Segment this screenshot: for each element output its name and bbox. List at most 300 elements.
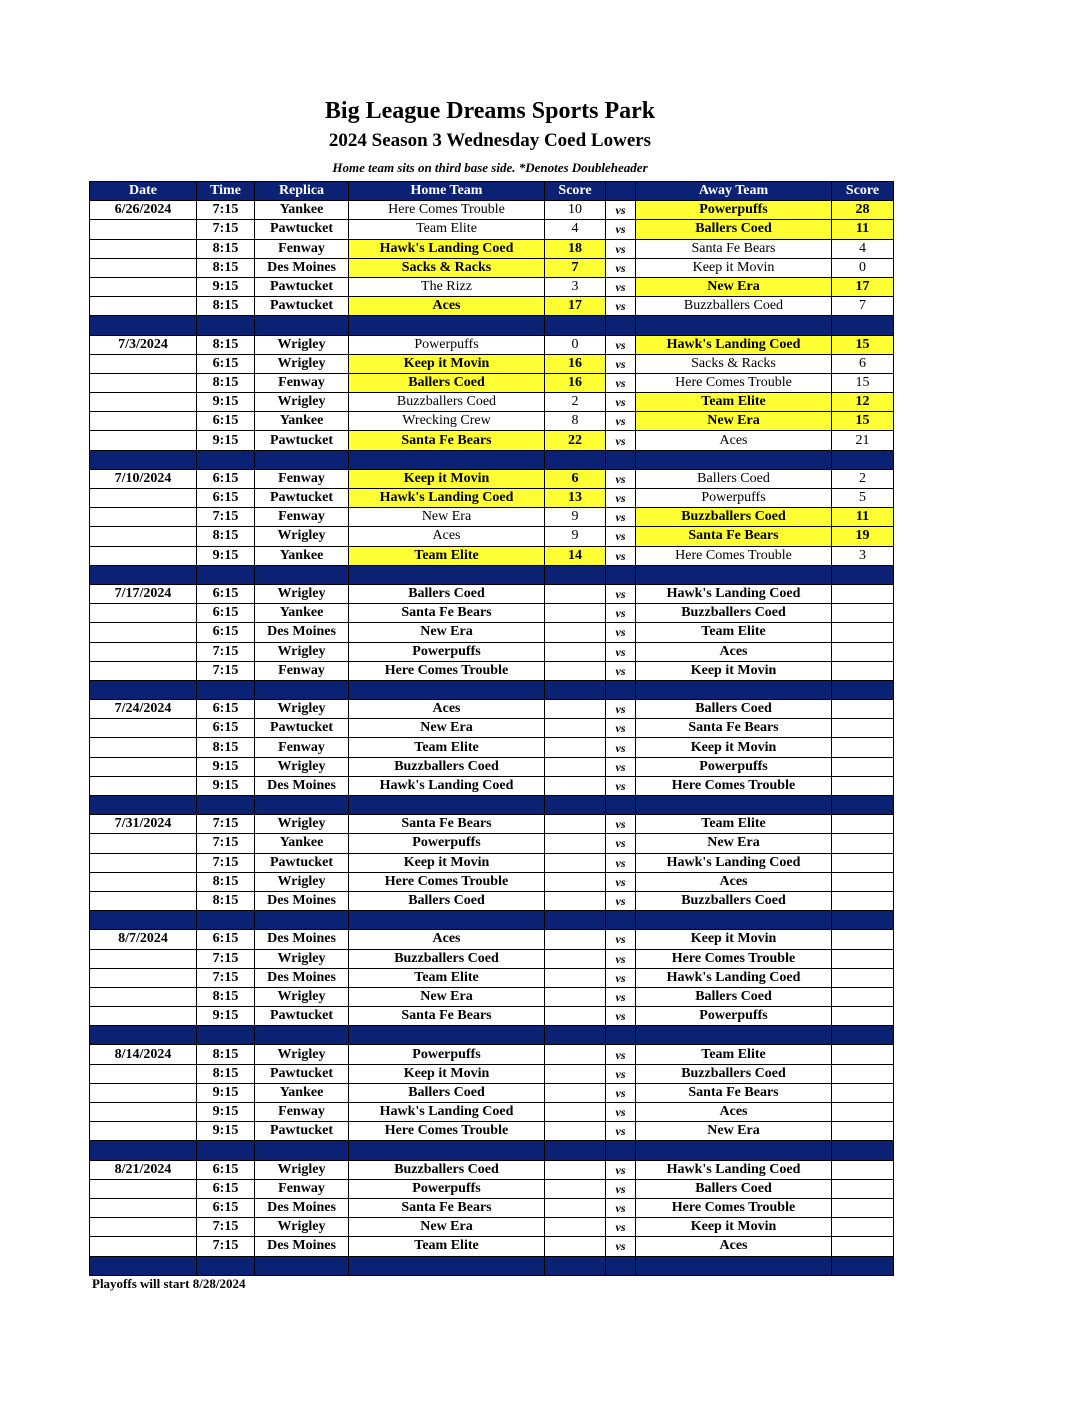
game-time: 8:15 (197, 335, 255, 354)
separator-cell (255, 911, 349, 930)
away-score (832, 1045, 894, 1064)
home-team: Team Elite (349, 968, 545, 987)
game-date: 6/26/2024 (90, 201, 197, 220)
game-row (90, 527, 894, 546)
game-replica: Yankee (255, 412, 349, 431)
vs-label: vs (606, 489, 636, 508)
game-replica: Fenway (255, 469, 349, 488)
game-time: 8:15 (197, 987, 255, 1006)
away-score (832, 987, 894, 1006)
home-team: Here Comes Trouble (349, 872, 545, 891)
game-time: 9:15 (197, 546, 255, 565)
away-team: New Era (636, 1122, 832, 1141)
game-row (90, 930, 894, 949)
game-time: 7:15 (197, 661, 255, 680)
home-score (545, 1218, 606, 1237)
away-team: Keep it Movin (636, 1218, 832, 1237)
away-score (832, 584, 894, 603)
home-score (545, 968, 606, 987)
game-time: 9:15 (197, 1103, 255, 1122)
game-date (90, 258, 197, 277)
home-team: Wrecking Crew (349, 412, 545, 431)
away-score: 2 (832, 469, 894, 488)
away-score: 11 (832, 508, 894, 527)
away-team: Santa Fe Bears (636, 527, 832, 546)
game-date (90, 949, 197, 968)
away-team: Hawk's Landing Coed (636, 584, 832, 603)
game-row (90, 489, 894, 508)
away-score (832, 1179, 894, 1198)
game-replica: Wrigley (255, 757, 349, 776)
game-row (90, 834, 894, 853)
separator-cell (349, 1026, 545, 1045)
header-date: Date (90, 182, 197, 201)
vs-label: vs (606, 277, 636, 296)
vs-label: vs (606, 354, 636, 373)
game-date (90, 239, 197, 258)
game-date: 7/3/2024 (90, 335, 197, 354)
game-row (90, 469, 894, 488)
home-team: Buzzballers Coed (349, 757, 545, 776)
game-time: 6:15 (197, 719, 255, 738)
game-date (90, 776, 197, 795)
vs-label: vs (606, 891, 636, 910)
game-date (90, 1198, 197, 1217)
week-separator (90, 1026, 894, 1045)
game-date (90, 987, 197, 1006)
away-team: Buzzballers Coed (636, 891, 832, 910)
game-date (90, 546, 197, 565)
home-team: Hawk's Landing Coed (349, 776, 545, 795)
game-row (90, 201, 894, 220)
home-score: 8 (545, 412, 606, 431)
vs-label: vs (606, 757, 636, 776)
game-row (90, 719, 894, 738)
away-team: Here Comes Trouble (636, 546, 832, 565)
separator-cell (545, 316, 606, 335)
game-row (90, 1160, 894, 1179)
away-team: Santa Fe Bears (636, 1083, 832, 1102)
header-home-score: Score (545, 182, 606, 201)
vs-label: vs (606, 527, 636, 546)
away-score: 15 (832, 373, 894, 392)
home-score (545, 623, 606, 642)
separator-cell (832, 680, 894, 699)
separator-cell (832, 565, 894, 584)
game-date (90, 412, 197, 431)
game-date (90, 373, 197, 392)
game-row (90, 1064, 894, 1083)
away-score: 0 (832, 258, 894, 277)
game-row (90, 853, 894, 872)
home-team: New Era (349, 508, 545, 527)
game-row (90, 776, 894, 795)
home-score (545, 757, 606, 776)
game-time: 9:15 (197, 1122, 255, 1141)
game-replica: Pawtucket (255, 1064, 349, 1083)
home-team: Ballers Coed (349, 1083, 545, 1102)
game-replica: Pawtucket (255, 853, 349, 872)
vs-label: vs (606, 201, 636, 220)
week-separator (90, 1256, 894, 1275)
home-team: Keep it Movin (349, 354, 545, 373)
away-team: Here Comes Trouble (636, 949, 832, 968)
away-score (832, 949, 894, 968)
separator-cell (832, 796, 894, 815)
away-team: Here Comes Trouble (636, 1198, 832, 1217)
vs-label: vs (606, 1045, 636, 1064)
separator-cell (197, 565, 255, 584)
game-date (90, 527, 197, 546)
game-date (90, 277, 197, 296)
game-time: 6:15 (197, 469, 255, 488)
away-team: Aces (636, 1103, 832, 1122)
away-team: Buzzballers Coed (636, 604, 832, 623)
separator-cell (832, 1026, 894, 1045)
game-replica: Wrigley (255, 584, 349, 603)
game-date (90, 354, 197, 373)
home-score (545, 700, 606, 719)
game-date (90, 1122, 197, 1141)
week-separator (90, 450, 894, 469)
away-score: 21 (832, 431, 894, 450)
game-time: 7:15 (197, 508, 255, 527)
game-time: 7:15 (197, 834, 255, 853)
away-score (832, 642, 894, 661)
separator-cell (636, 450, 832, 469)
away-score (832, 1160, 894, 1179)
home-score: 18 (545, 239, 606, 258)
game-time: 9:15 (197, 393, 255, 412)
game-date (90, 220, 197, 239)
game-row (90, 239, 894, 258)
separator-cell (545, 565, 606, 584)
away-team: Buzzballers Coed (636, 297, 832, 316)
away-team: Powerpuffs (636, 1007, 832, 1026)
home-score: 7 (545, 258, 606, 277)
header-vs (606, 182, 636, 201)
vs-label: vs (606, 1007, 636, 1026)
game-replica: Wrigley (255, 1218, 349, 1237)
separator-cell (90, 1256, 197, 1275)
week-separator (90, 796, 894, 815)
away-score: 7 (832, 297, 894, 316)
game-date: 7/31/2024 (90, 815, 197, 834)
home-team: Team Elite (349, 1237, 545, 1256)
game-time: 7:15 (197, 1237, 255, 1256)
game-replica: Wrigley (255, 949, 349, 968)
vs-label: vs (606, 1198, 636, 1217)
game-time: 6:15 (197, 584, 255, 603)
away-score: 5 (832, 489, 894, 508)
game-replica: Fenway (255, 1103, 349, 1122)
home-team: Aces (349, 527, 545, 546)
separator-cell (349, 680, 545, 699)
separator-cell (197, 680, 255, 699)
separator-cell (349, 565, 545, 584)
away-team: Team Elite (636, 393, 832, 412)
game-time: 7:15 (197, 201, 255, 220)
home-team: Ballers Coed (349, 373, 545, 392)
vs-label: vs (606, 469, 636, 488)
home-team: Hawk's Landing Coed (349, 239, 545, 258)
away-team: Santa Fe Bears (636, 239, 832, 258)
game-date (90, 719, 197, 738)
game-date (90, 623, 197, 642)
vs-label: vs (606, 604, 636, 623)
home-team: Hawk's Landing Coed (349, 1103, 545, 1122)
game-time: 7:15 (197, 220, 255, 239)
game-replica: Wrigley (255, 642, 349, 661)
separator-cell (197, 911, 255, 930)
game-time: 8:15 (197, 258, 255, 277)
game-date (90, 968, 197, 987)
home-score (545, 1198, 606, 1217)
separator-cell (349, 1256, 545, 1275)
game-replica: Fenway (255, 661, 349, 680)
away-team: Keep it Movin (636, 258, 832, 277)
game-time: 9:15 (197, 277, 255, 296)
separator-cell (636, 1026, 832, 1045)
home-team: Santa Fe Bears (349, 604, 545, 623)
home-team: Santa Fe Bears (349, 431, 545, 450)
vs-label: vs (606, 1103, 636, 1122)
game-row (90, 335, 894, 354)
separator-cell (545, 796, 606, 815)
separator-cell (349, 1141, 545, 1160)
game-date (90, 508, 197, 527)
game-time: 9:15 (197, 431, 255, 450)
away-score (832, 776, 894, 795)
home-team: New Era (349, 719, 545, 738)
game-replica: Fenway (255, 373, 349, 392)
page-title: Big League Dreams Sports Park (324, 98, 656, 124)
game-replica: Wrigley (255, 354, 349, 373)
game-date (90, 431, 197, 450)
game-replica: Wrigley (255, 987, 349, 1006)
game-row (90, 508, 894, 527)
home-score (545, 719, 606, 738)
game-date (90, 1083, 197, 1102)
away-team: Powerpuffs (636, 757, 832, 776)
home-score (545, 1007, 606, 1026)
away-team: Ballers Coed (636, 987, 832, 1006)
away-team: Ballers Coed (636, 1179, 832, 1198)
vs-label: vs (606, 393, 636, 412)
separator-cell (606, 911, 636, 930)
home-score (545, 834, 606, 853)
away-score: 15 (832, 412, 894, 431)
separator-cell (90, 911, 197, 930)
game-replica: Pawtucket (255, 1007, 349, 1026)
vs-label: vs (606, 700, 636, 719)
away-team: Powerpuffs (636, 201, 832, 220)
game-replica: Wrigley (255, 815, 349, 834)
separator-cell (255, 565, 349, 584)
vs-label: vs (606, 949, 636, 968)
game-date: 8/14/2024 (90, 1045, 197, 1064)
away-team: Hawk's Landing Coed (636, 335, 832, 354)
home-score (545, 987, 606, 1006)
game-date (90, 604, 197, 623)
separator-cell (545, 1141, 606, 1160)
game-date (90, 757, 197, 776)
game-row (90, 1237, 894, 1256)
game-replica: Des Moines (255, 930, 349, 949)
away-score (832, 757, 894, 776)
separator-cell (606, 1026, 636, 1045)
away-score: 19 (832, 527, 894, 546)
away-team: Here Comes Trouble (636, 776, 832, 795)
home-team: Keep it Movin (349, 853, 545, 872)
vs-label: vs (606, 1083, 636, 1102)
game-date (90, 1064, 197, 1083)
away-team: Powerpuffs (636, 489, 832, 508)
away-team: Santa Fe Bears (636, 719, 832, 738)
home-team: Santa Fe Bears (349, 1198, 545, 1217)
away-team: Ballers Coed (636, 220, 832, 239)
home-team: Keep it Movin (349, 1064, 545, 1083)
away-score (832, 700, 894, 719)
home-score (545, 604, 606, 623)
separator-cell (606, 1256, 636, 1275)
game-time: 6:15 (197, 1198, 255, 1217)
separator-cell (197, 316, 255, 335)
vs-label: vs (606, 968, 636, 987)
vs-label: vs (606, 623, 636, 642)
home-score: 17 (545, 297, 606, 316)
game-row (90, 220, 894, 239)
week-separator (90, 565, 894, 584)
game-date (90, 1007, 197, 1026)
vs-label: vs (606, 1218, 636, 1237)
header-away-score: Score (832, 182, 894, 201)
away-team: New Era (636, 277, 832, 296)
separator-cell (545, 1026, 606, 1045)
separator-cell (90, 565, 197, 584)
game-time: 7:15 (197, 853, 255, 872)
separator-cell (90, 450, 197, 469)
home-team: New Era (349, 987, 545, 1006)
game-replica: Des Moines (255, 1237, 349, 1256)
game-row (90, 1122, 894, 1141)
game-date: 7/24/2024 (90, 700, 197, 719)
home-team: Here Comes Trouble (349, 201, 545, 220)
game-replica: Wrigley (255, 872, 349, 891)
away-score: 12 (832, 393, 894, 412)
game-time: 9:15 (197, 757, 255, 776)
game-row (90, 815, 894, 834)
game-date (90, 1179, 197, 1198)
away-team: Ballers Coed (636, 700, 832, 719)
game-replica: Yankee (255, 546, 349, 565)
game-replica: Pawtucket (255, 431, 349, 450)
game-replica: Des Moines (255, 623, 349, 642)
home-team: The Rizz (349, 277, 545, 296)
away-score (832, 853, 894, 872)
home-score (545, 891, 606, 910)
vs-label: vs (606, 987, 636, 1006)
game-time: 8:15 (197, 239, 255, 258)
week-separator (90, 1141, 894, 1160)
home-team: Team Elite (349, 738, 545, 757)
game-time: 9:15 (197, 1007, 255, 1026)
game-row (90, 642, 894, 661)
home-team: Hawk's Landing Coed (349, 489, 545, 508)
home-score: 16 (545, 373, 606, 392)
away-score (832, 930, 894, 949)
separator-cell (636, 316, 832, 335)
game-time: 8:15 (197, 872, 255, 891)
game-replica: Wrigley (255, 335, 349, 354)
home-team: Aces (349, 700, 545, 719)
game-time: 8:15 (197, 1045, 255, 1064)
away-team: Buzzballers Coed (636, 1064, 832, 1083)
game-time: 7:15 (197, 949, 255, 968)
separator-cell (255, 1026, 349, 1045)
game-replica: Des Moines (255, 1198, 349, 1217)
home-score (545, 815, 606, 834)
game-replica: Fenway (255, 1179, 349, 1198)
game-row (90, 1103, 894, 1122)
away-score (832, 1122, 894, 1141)
home-team: Powerpuffs (349, 834, 545, 853)
away-team: Team Elite (636, 623, 832, 642)
home-score (545, 872, 606, 891)
vs-label: vs (606, 853, 636, 872)
game-date: 7/10/2024 (90, 469, 197, 488)
home-score (545, 661, 606, 680)
game-time: 6:15 (197, 489, 255, 508)
away-score (832, 1103, 894, 1122)
game-date (90, 1237, 197, 1256)
game-time: 8:15 (197, 891, 255, 910)
header-away-team: Away Team (636, 182, 832, 201)
vs-label: vs (606, 1237, 636, 1256)
game-row (90, 738, 894, 757)
away-score: 11 (832, 220, 894, 239)
separator-cell (255, 796, 349, 815)
away-team: Aces (636, 872, 832, 891)
vs-label: vs (606, 1160, 636, 1179)
home-team: Aces (349, 297, 545, 316)
home-team: Powerpuffs (349, 1045, 545, 1064)
game-date (90, 872, 197, 891)
home-team: Sacks & Racks (349, 258, 545, 277)
home-score: 14 (545, 546, 606, 565)
away-team: New Era (636, 834, 832, 853)
game-replica: Yankee (255, 834, 349, 853)
away-team: Keep it Movin (636, 930, 832, 949)
game-time: 8:15 (197, 297, 255, 316)
separator-cell (197, 796, 255, 815)
game-time: 6:15 (197, 604, 255, 623)
game-replica: Pawtucket (255, 489, 349, 508)
vs-label: vs (606, 719, 636, 738)
home-score (545, 738, 606, 757)
vs-label: vs (606, 584, 636, 603)
game-row (90, 623, 894, 642)
home-score: 16 (545, 354, 606, 373)
away-score (832, 1237, 894, 1256)
game-date: 8/7/2024 (90, 930, 197, 949)
game-time: 8:15 (197, 527, 255, 546)
week-separator (90, 911, 894, 930)
away-team: Aces (636, 431, 832, 450)
separator-cell (545, 680, 606, 699)
away-team: Keep it Movin (636, 661, 832, 680)
away-score: 4 (832, 239, 894, 258)
